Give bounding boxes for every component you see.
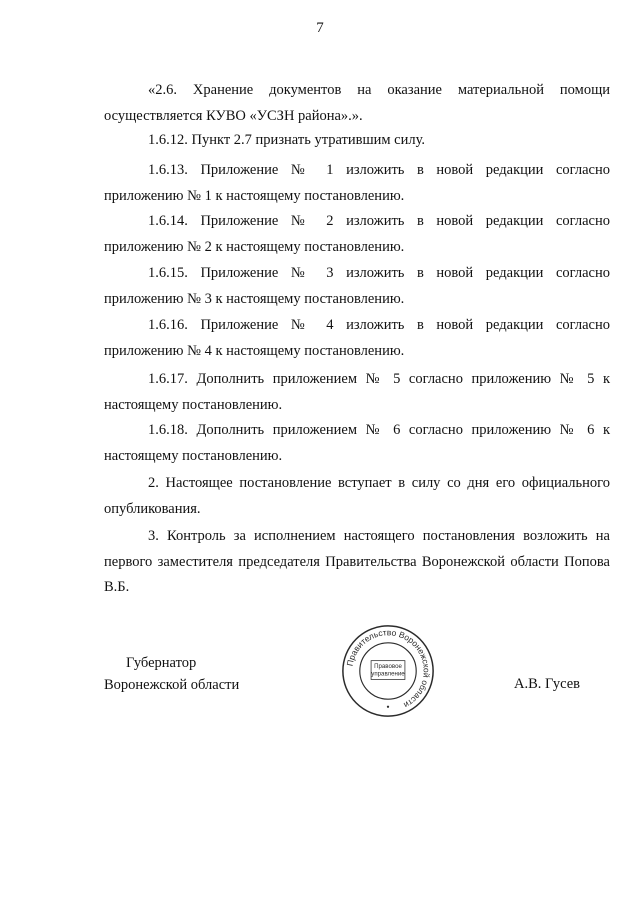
signature-position xyxy=(104,652,304,696)
signature-position-line1: Губернатор xyxy=(126,655,197,671)
stamp-ring-text: Правительство Воронежской области xyxy=(344,627,432,711)
paragraph-1-6-17: 1.6.17. Дополнить приложением № 5 согласно приложению № 5 к настоящему постановлению. xyxy=(104,371,610,413)
page-number: 7 xyxy=(316,20,324,36)
paragraph-1-6-14: 1.6.14. Приложение № 2 изложить в новой редакции согласно приложению № 2 к настоящему постановлению. xyxy=(104,213,610,255)
paragraph-1-6-18: 1.6.18. Дополнить приложением № 6 согласно приложению № 6 к настоящему постановлению. xyxy=(104,422,610,464)
paragraph-3: 3. Контроль за исполнением настоящего постановления возложить на первого заместителя председателя Правительства Воронежской области Попова В.Б. xyxy=(104,528,610,595)
paragraph-2: 2. Настоящее постановление вступает в силу со дня его официального опубликования. xyxy=(104,475,610,517)
signature-position-line2: Воронежской области xyxy=(104,677,240,693)
stamp-dot xyxy=(387,706,389,708)
paragraph-1-6-16: 1.6.16. Приложение № 4 изложить в новой редакции согласно приложению № 4 к настоящему постановлению. xyxy=(104,317,610,359)
stamp-center-line1: Правовое xyxy=(374,663,402,671)
paragraph-1-6-13: 1.6.13. Приложение № 1 изложить в новой редакции согласно приложению № 1 к настоящему постановлению. xyxy=(104,162,610,204)
signature-name: А.В. Гусев xyxy=(514,676,580,692)
paragraph-2-6: «2.6. Хранение документов на оказание материальной помощи осуществляется КУВО «УСЗН района».». xyxy=(104,82,610,124)
official-stamp xyxy=(341,624,435,718)
paragraph-1-6-15: 1.6.15. Приложение № 3 изложить в новой редакции согласно приложению № 3 к настоящему постановлению. xyxy=(104,265,610,307)
paragraph-1-6-12: 1.6.12. Пункт 2.7 признать утратившим силу. xyxy=(148,132,426,148)
stamp-center-line2: управление xyxy=(371,670,405,678)
